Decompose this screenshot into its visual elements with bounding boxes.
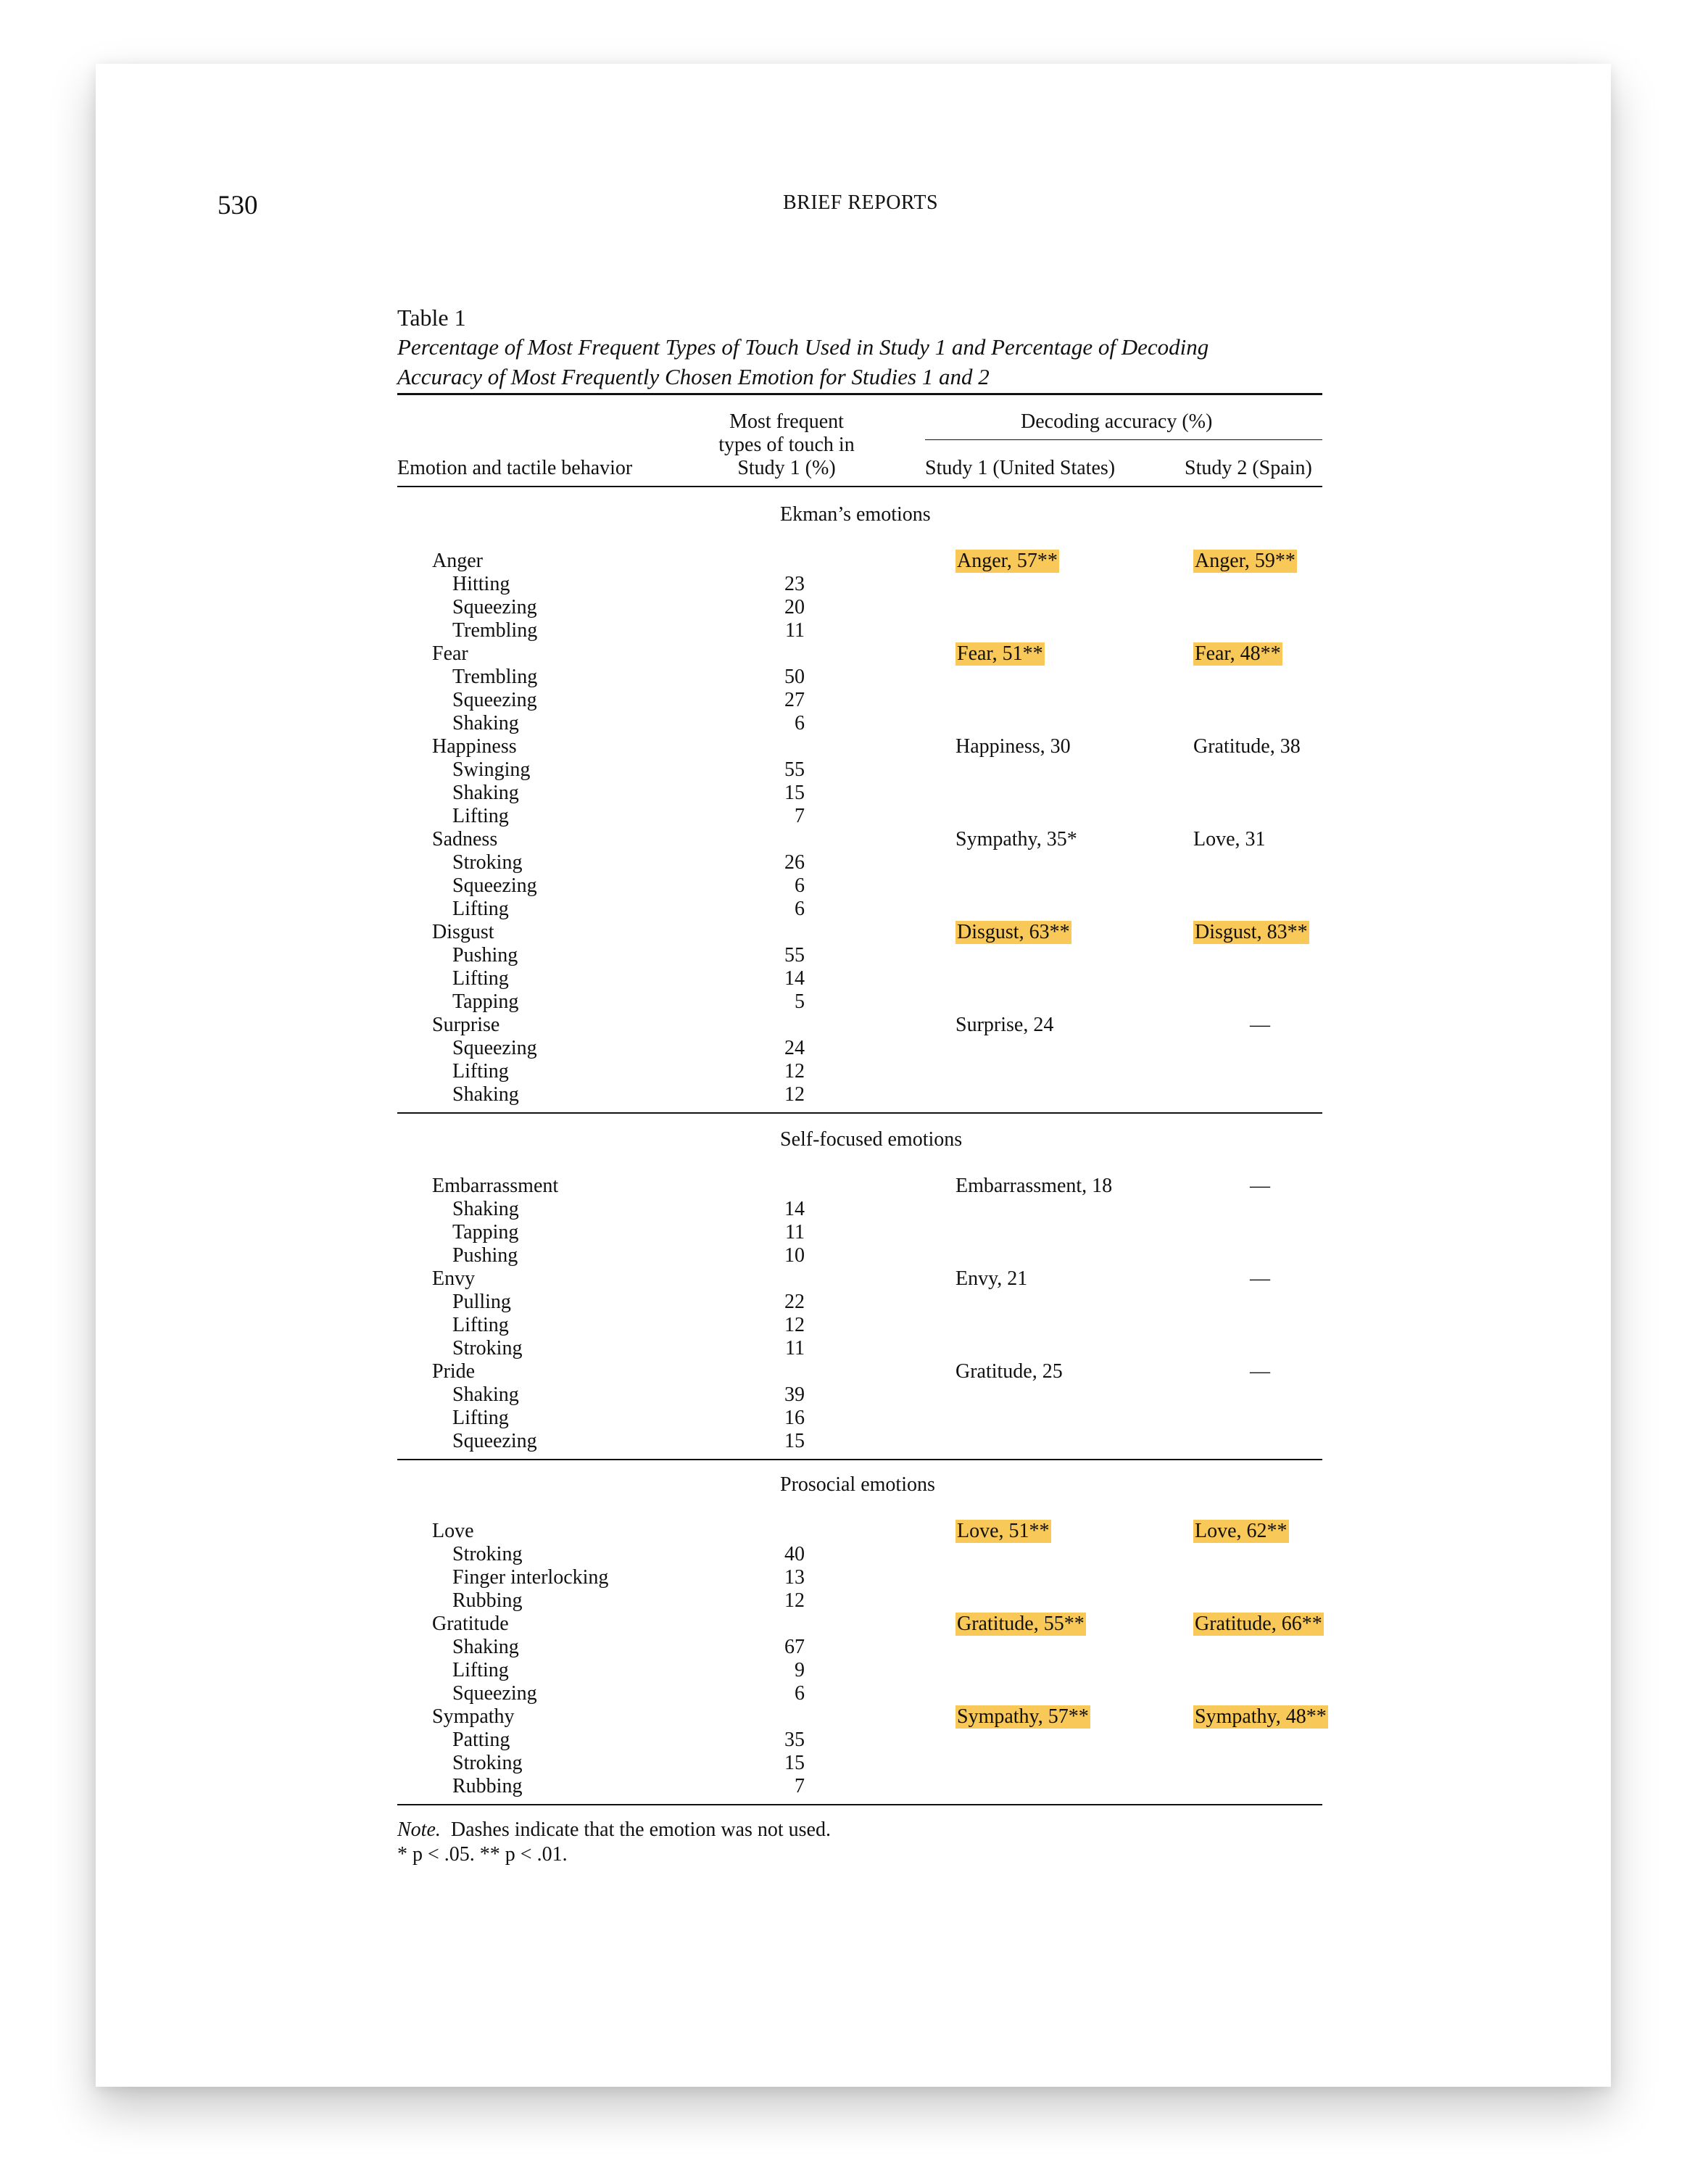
table-caption — [397, 332, 1209, 392]
study1-accuracy: Sympathy, 35* — [955, 828, 1077, 851]
section-bottom-rule — [397, 1459, 1322, 1460]
behavior-name: Pushing — [452, 944, 518, 967]
study1-accuracy: Happiness, 30 — [955, 735, 1071, 758]
behavior-name: Shaking — [452, 1636, 519, 1658]
page-number: 530 — [217, 191, 258, 220]
behavior-percentage: 27 — [784, 689, 805, 711]
study1-accuracy: Gratitude, 25 — [955, 1360, 1063, 1383]
emotion-name: Love — [432, 1520, 474, 1542]
behavior-row — [0, 1543, 1708, 1566]
study2-accuracy: Gratitude, 38 — [1193, 735, 1301, 758]
behavior-percentage: 40 — [784, 1543, 805, 1565]
behavior-percentage: 24 — [784, 1037, 805, 1059]
behavior-percentage: 6 — [795, 1682, 805, 1705]
study1-accuracy: Disgust, 63** — [957, 921, 1070, 943]
table-caption-line-1: Percentage of Most Frequent Types of Touch Used in Study 1 and Percentage of Decoding — [397, 334, 1209, 360]
col-header-study1: Study 1 (United States) — [925, 457, 1116, 479]
behavior-percentage: 7 — [795, 805, 805, 827]
behavior-percentage: 11 — [785, 1221, 805, 1243]
emotion-row — [0, 921, 1708, 944]
behavior-percentage: 15 — [784, 1752, 805, 1774]
behavior-name: Stroking — [452, 851, 523, 874]
study1-accuracy: Envy, 21 — [955, 1267, 1028, 1290]
emotion-name: Anger — [432, 550, 483, 572]
study1-accuracy: Gratitude, 55** — [957, 1613, 1085, 1635]
emotion-row — [0, 1705, 1708, 1729]
behavior-name: Squeezing — [452, 1037, 537, 1059]
table-label: Table 1 — [397, 305, 466, 331]
emotion-name: Pride — [432, 1360, 476, 1383]
study2-accuracy: — — [1250, 1360, 1270, 1383]
behavior-row — [0, 990, 1708, 1014]
behavior-row — [0, 851, 1708, 874]
behavior-name: Shaking — [452, 712, 519, 734]
col-header-touch-line-3: Study 1 (%) — [737, 457, 836, 479]
section-heading: Prosocial emotions — [780, 1473, 935, 1496]
behavior-percentage: 15 — [784, 1430, 805, 1452]
behavior-percentage: 15 — [784, 782, 805, 804]
col-header-emotion: Emotion and tactile behavior — [397, 457, 633, 479]
behavior-row — [0, 1337, 1708, 1360]
behavior-percentage: 12 — [784, 1060, 805, 1083]
behavior-name: Trembling — [452, 619, 538, 642]
behavior-percentage: 26 — [784, 851, 805, 874]
behavior-name: Lifting — [452, 967, 509, 990]
study2-accuracy: Disgust, 83** — [1195, 921, 1308, 943]
behavior-name: Lifting — [452, 805, 509, 827]
behavior-name: Shaking — [452, 1198, 519, 1220]
significance-note: * p < .05. ** p < .01. — [397, 1843, 568, 1866]
behavior-name: Lifting — [452, 1407, 509, 1429]
note-label: Note. — [397, 1818, 441, 1841]
behavior-name: Squeezing — [452, 689, 537, 711]
behavior-name: Tapping — [452, 990, 519, 1013]
section-heading: Self-focused emotions — [780, 1128, 963, 1151]
emotion-row — [0, 1360, 1708, 1383]
behavior-name: Lifting — [452, 898, 509, 920]
behavior-row — [0, 1221, 1708, 1244]
behavior-percentage: 7 — [795, 1775, 805, 1797]
study2-accuracy: Anger, 59** — [1195, 550, 1295, 572]
behavior-name: Patting — [452, 1729, 510, 1751]
behavior-name: Squeezing — [452, 596, 537, 618]
behavior-name: Stroking — [452, 1752, 523, 1774]
behavior-percentage: 9 — [795, 1659, 805, 1681]
behavior-row — [0, 1083, 1708, 1106]
emotion-name: Surprise — [432, 1014, 500, 1036]
behavior-row — [0, 666, 1708, 689]
behavior-row — [0, 1037, 1708, 1060]
emotion-name: Sympathy — [432, 1705, 515, 1728]
header-bottom-rule — [397, 486, 1322, 487]
emotion-row — [0, 550, 1708, 573]
table-note — [397, 1818, 831, 1842]
behavior-name: Rubbing — [452, 1775, 523, 1797]
behavior-row — [0, 1752, 1708, 1775]
behavior-row — [0, 1729, 1708, 1752]
behavior-row — [0, 1291, 1708, 1314]
behavior-row — [0, 1430, 1708, 1453]
emotion-name: Gratitude — [432, 1613, 509, 1635]
behavior-name: Rubbing — [452, 1589, 523, 1612]
behavior-percentage: 23 — [784, 573, 805, 595]
behavior-row — [0, 1244, 1708, 1267]
emotion-row — [0, 1014, 1708, 1037]
col-header-touch-line-2: types of touch in — [718, 434, 855, 456]
behavior-row — [0, 944, 1708, 967]
emotion-row — [0, 1520, 1708, 1543]
behavior-name: Shaking — [452, 1383, 519, 1406]
behavior-row — [0, 596, 1708, 619]
behavior-name: Pulling — [452, 1291, 511, 1313]
study1-accuracy: Embarrassment, 18 — [955, 1175, 1113, 1197]
behavior-percentage: 22 — [784, 1291, 805, 1313]
behavior-percentage: 14 — [784, 967, 805, 990]
running-head: BRIEF REPORTS — [783, 191, 939, 214]
table-top-rule — [397, 393, 1322, 395]
study2-accuracy: Fear, 48** — [1195, 642, 1281, 665]
emotion-row — [0, 828, 1708, 851]
behavior-percentage: 14 — [784, 1198, 805, 1220]
emotion-name: Envy — [432, 1267, 476, 1290]
behavior-row — [0, 1198, 1708, 1221]
behavior-percentage: 5 — [795, 990, 805, 1013]
behavior-percentage: 12 — [784, 1314, 805, 1336]
emotion-row — [0, 1267, 1708, 1291]
behavior-name: Pushing — [452, 1244, 518, 1267]
section-heading: Ekman’s emotions — [780, 503, 931, 526]
emotion-name: Embarrassment — [432, 1175, 559, 1197]
study1-accuracy: Surprise, 24 — [955, 1014, 1054, 1036]
behavior-percentage: 67 — [784, 1636, 805, 1658]
study2-accuracy: — — [1250, 1175, 1270, 1197]
study2-accuracy: Love, 62** — [1195, 1520, 1288, 1542]
study1-accuracy: Sympathy, 57** — [957, 1705, 1089, 1728]
behavior-row — [0, 782, 1708, 805]
behavior-percentage: 12 — [784, 1589, 805, 1612]
behavior-row — [0, 619, 1708, 642]
emotion-row — [0, 735, 1708, 758]
behavior-name: Stroking — [452, 1337, 523, 1359]
behavior-percentage: 35 — [784, 1729, 805, 1751]
study1-accuracy: Fear, 51** — [957, 642, 1043, 665]
behavior-percentage: 55 — [784, 944, 805, 967]
behavior-row — [0, 967, 1708, 990]
study2-accuracy: Love, 31 — [1193, 828, 1266, 851]
behavior-name: Squeezing — [452, 874, 537, 897]
behavior-row — [0, 1383, 1708, 1407]
behavior-row — [0, 1775, 1708, 1798]
behavior-percentage: 6 — [795, 712, 805, 734]
behavior-name: Lifting — [452, 1314, 509, 1336]
behavior-name: Squeezing — [452, 1682, 537, 1705]
behavior-row — [0, 712, 1708, 735]
note-text: Dashes indicate that the emotion was not used. — [450, 1818, 831, 1841]
behavior-name: Tapping — [452, 1221, 519, 1243]
behavior-row — [0, 573, 1708, 596]
behavior-percentage: 10 — [784, 1244, 805, 1267]
behavior-percentage: 12 — [784, 1083, 805, 1106]
behavior-name: Swinging — [452, 758, 531, 781]
table-caption-line-2: Accuracy of Most Frequently Chosen Emotion for Studies 1 and 2 — [397, 364, 990, 389]
behavior-row — [0, 1659, 1708, 1682]
col-header-study2: Study 2 (Spain) — [1185, 457, 1312, 479]
behavior-percentage: 11 — [785, 619, 805, 642]
behavior-name: Shaking — [452, 782, 519, 804]
behavior-name: Lifting — [452, 1060, 509, 1083]
section-bottom-rule — [397, 1112, 1322, 1114]
col-header-touch-line-1: Most frequent — [729, 410, 844, 433]
behavior-name: Squeezing — [452, 1430, 537, 1452]
behavior-row — [0, 1589, 1708, 1613]
col-header-touch — [689, 410, 884, 480]
emotion-name: Sadness — [432, 828, 498, 851]
section-bottom-rule — [397, 1804, 1322, 1805]
behavior-name: Lifting — [452, 1659, 509, 1681]
emotion-row — [0, 642, 1708, 666]
study2-accuracy: — — [1250, 1014, 1270, 1036]
behavior-row — [0, 758, 1708, 782]
behavior-row — [0, 1636, 1708, 1659]
behavior-name: Shaking — [452, 1083, 519, 1106]
behavior-percentage: 6 — [795, 898, 805, 920]
decoding-spanner-rule — [925, 439, 1322, 440]
behavior-name: Hitting — [452, 573, 510, 595]
behavior-name: Stroking — [452, 1543, 523, 1565]
study2-accuracy: — — [1250, 1267, 1270, 1290]
behavior-name: Finger interlocking — [452, 1566, 609, 1589]
behavior-row — [0, 898, 1708, 921]
behavior-percentage: 13 — [784, 1566, 805, 1589]
behavior-percentage: 50 — [784, 666, 805, 688]
behavior-row — [0, 1682, 1708, 1705]
behavior-percentage: 16 — [784, 1407, 805, 1429]
behavior-row — [0, 874, 1708, 898]
emotion-name: Happiness — [432, 735, 517, 758]
behavior-percentage: 55 — [784, 758, 805, 781]
study1-accuracy: Anger, 57** — [957, 550, 1058, 572]
behavior-percentage: 20 — [784, 596, 805, 618]
study2-accuracy: Gratitude, 66** — [1195, 1613, 1322, 1635]
behavior-row — [0, 1314, 1708, 1337]
col-header-decoding: Decoding accuracy (%) — [1021, 410, 1213, 433]
emotion-name: Fear — [432, 642, 468, 665]
emotion-row — [0, 1175, 1708, 1198]
behavior-row — [0, 1407, 1708, 1430]
study1-accuracy: Love, 51** — [957, 1520, 1050, 1542]
emotion-name: Disgust — [432, 921, 494, 943]
behavior-row — [0, 1060, 1708, 1083]
emotion-row — [0, 1613, 1708, 1636]
behavior-row — [0, 805, 1708, 828]
behavior-percentage: 39 — [784, 1383, 805, 1406]
behavior-percentage: 6 — [795, 874, 805, 897]
behavior-row — [0, 1566, 1708, 1589]
study2-accuracy: Sympathy, 48** — [1195, 1705, 1327, 1728]
behavior-row — [0, 689, 1708, 712]
behavior-percentage: 11 — [785, 1337, 805, 1359]
behavior-name: Trembling — [452, 666, 538, 688]
